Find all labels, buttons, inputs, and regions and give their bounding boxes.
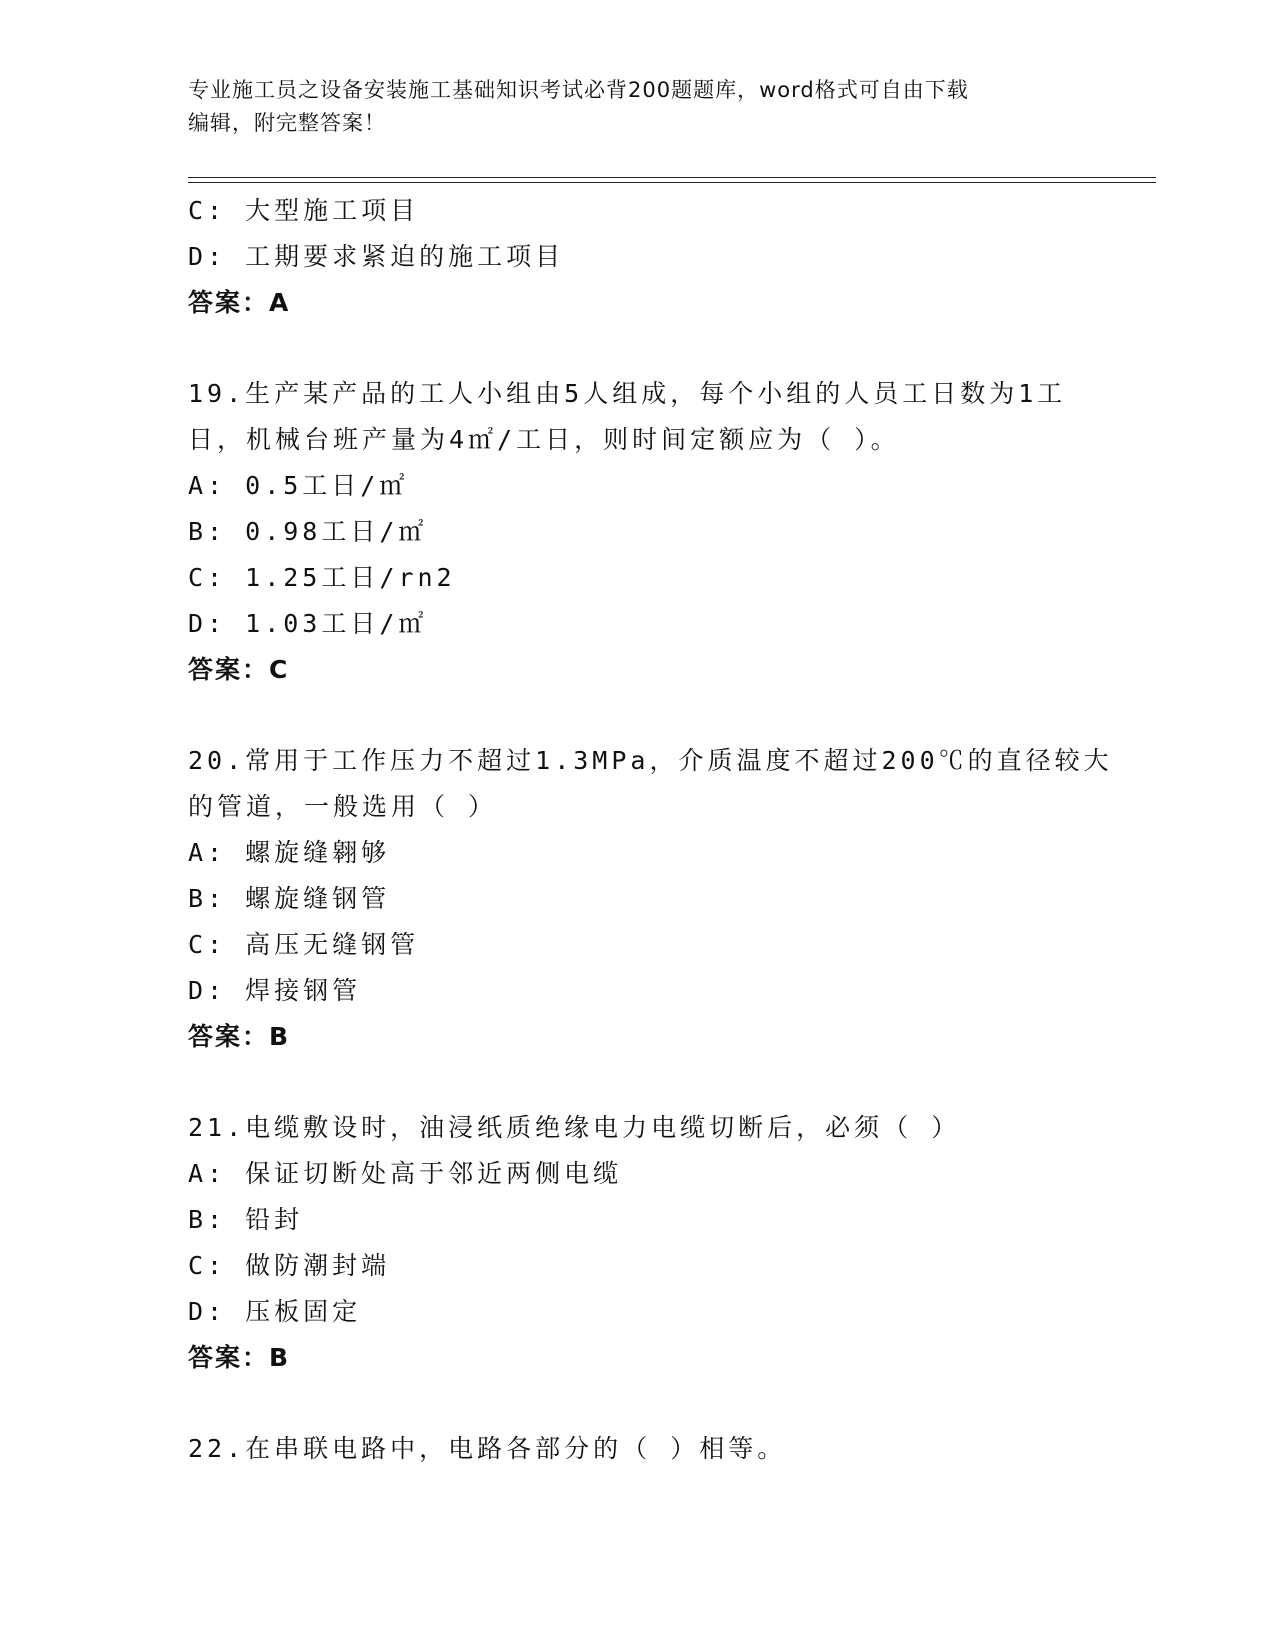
option-a: A: 0.5工日/㎡ [188,471,409,500]
header-rule-bottom [188,182,1156,183]
option-a: A: 保证切断处高于邻近两侧电缆 [188,1159,623,1188]
option-c: C: 高压无缝钢管 [188,930,420,959]
option-b: B: 螺旋缝钢管 [188,884,391,913]
question-list [188,188,1113,1472]
option-b: B: 铅封 [188,1205,304,1234]
question-18-tail [188,188,1088,326]
option-a: A: 螺旋缝翱够 [188,838,391,867]
question-stem: 21.电缆敷设时，油浸纸质绝缘电力电缆切断后，必须（ ） [188,1113,961,1142]
spacer [188,326,1088,371]
spacer [188,1381,1088,1426]
option-d: D: 压板固定 [188,1297,362,1326]
page-header [188,74,1088,140]
option-d: D: 1.03工日/㎡ [188,609,428,638]
option-d: D: 工期要求紧迫的施工项目 [188,242,565,271]
answer: 答案：B [188,1022,291,1051]
question-22 [188,1426,1088,1472]
option-c: C: 做防潮封端 [188,1251,391,1280]
question-stem: 日，机械台班产量为4㎡/工日，则时间定额应为（ ）。 [188,425,900,454]
option-b: B: 0.98工日/㎡ [188,517,428,546]
question-stem: 的管道，一般选用（ ） [188,792,498,821]
answer: 答案：A [188,288,291,317]
spacer [188,693,1088,738]
question-21 [188,1105,1088,1381]
answer: 答案：B [188,1343,291,1372]
question-stem: 19.生产某产品的工人小组由5人组成，每个小组的人员工日数为1工 [188,379,1067,408]
question-stem: 20.常用于工作压力不超过1.3MPa，介质温度不超过200℃的直径较大 [188,746,1113,775]
question-19 [188,371,1088,693]
question-20 [188,738,1113,1060]
question-stem: 22.在串联电路中，电路各部分的（ ）相等。 [188,1434,787,1463]
header-line-2: 编辑，附完整答案！ [188,111,386,135]
spacer [188,1060,1088,1105]
option-d: D: 焊接钢管 [188,976,362,1005]
header-rule-top [188,177,1156,178]
answer: 答案：C [188,655,290,684]
option-c: C: 1.25工日/rn2 [188,563,456,592]
option-c: C: 大型施工项目 [188,196,420,225]
header-line-1: 专业施工员之设备安装施工基础知识考试必背200题题库，word格式可自由下载 [188,78,969,102]
